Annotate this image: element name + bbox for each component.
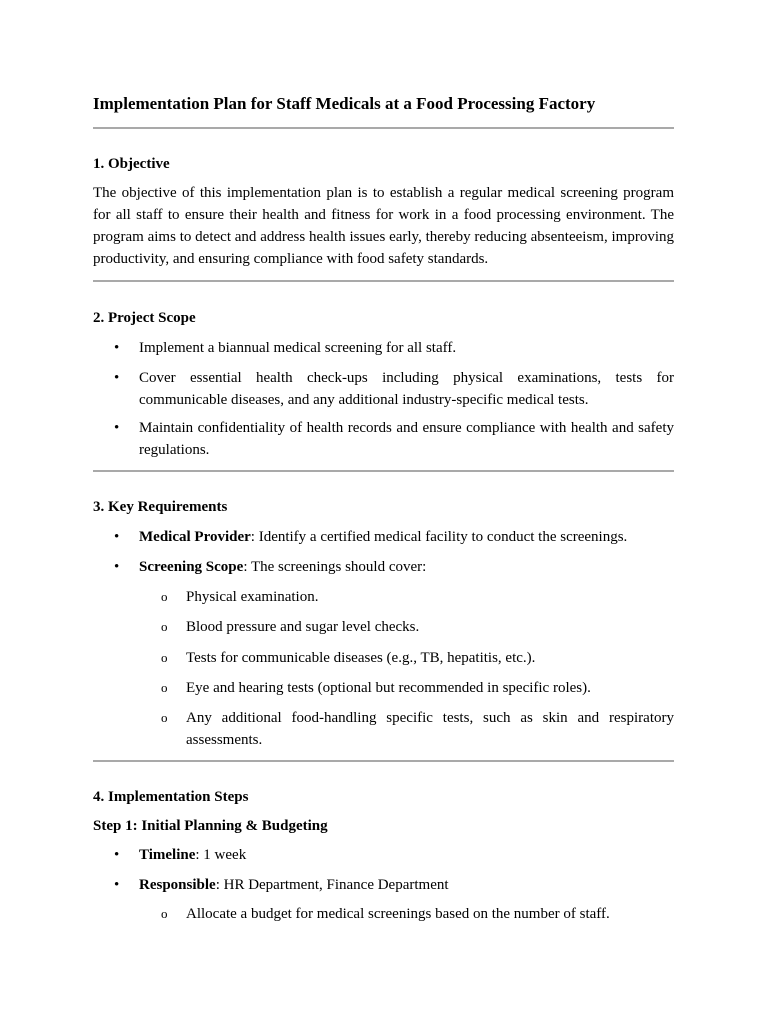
provider-label: Medical Provider	[139, 529, 251, 545]
objective-text: The objective of this implementation plan is to establish a regular medical screening program for all staff to ensure their health and fitness for work in a food processing environment. The program aims to detect and address health issues early, thereby reducing absenteeism, improving productivity, and ensuring compliance with food safety standards.	[93, 185, 674, 267]
scope-list	[93, 337, 674, 461]
list-item: • Screening Scope: The screenings should cover:	[93, 556, 674, 578]
list-item: • Responsible: HR Department, Finance Department	[93, 874, 674, 896]
sub-bullet-marker: o	[161, 680, 168, 695]
bullet-marker: •	[114, 340, 120, 356]
list-item: • Implement a biannual medical screening for all staff.	[93, 337, 674, 359]
steps-heading: 4. Implementation Steps	[93, 789, 249, 805]
list-item: • Maintain confidentiality of health records and ensure compliance with health and safety regulations.	[93, 417, 674, 461]
bullet-marker: •	[114, 529, 120, 545]
sub-list-item: o Eye and hearing tests (optional but recommended in specific roles).	[93, 677, 674, 699]
sub-bullet-marker: o	[161, 650, 168, 665]
objective-heading: 1. Objective	[93, 156, 170, 172]
step1-list	[93, 844, 674, 896]
scope-heading: 2. Project Scope	[93, 310, 196, 326]
requirements-heading: 3. Key Requirements	[93, 499, 228, 515]
screening-sub-list	[93, 586, 674, 751]
timeline-label: Timeline	[139, 847, 196, 863]
sub-bullet-marker: o	[161, 710, 168, 725]
bullet-marker: •	[114, 877, 120, 893]
list-item: • Timeline: 1 week	[93, 844, 674, 866]
sub-bullet-marker: o	[161, 589, 168, 604]
step1-sub-list	[93, 903, 674, 925]
sub-bullet-marker: o	[161, 906, 168, 921]
bullet-marker: •	[114, 420, 120, 436]
responsible-label: Responsible	[139, 877, 216, 893]
document-title: Implementation Plan for Staff Medicals at a Food Processing Factory	[93, 94, 596, 113]
bullet-marker: •	[114, 559, 120, 575]
list-item: • Medical Provider: Identify a certified medical facility to conduct the screenings.	[93, 526, 674, 548]
sub-list-item: o Tests for communicable diseases (e.g., TB, hepatitis, etc.).	[93, 647, 674, 669]
screening-scope-label: Screening Scope	[139, 559, 244, 575]
bullet-marker: •	[114, 847, 120, 863]
sub-list-item: o Any additional food-handling specific tests, such as skin and respiratory assessments.	[93, 707, 674, 751]
sub-bullet-marker: o	[161, 619, 168, 634]
document-content	[93, 93, 674, 925]
bullet-marker: •	[114, 370, 120, 386]
sub-list-item: o Physical examination.	[93, 586, 674, 608]
sub-list-item: o Blood pressure and sugar level checks.	[93, 616, 674, 638]
sub-list-item: o Allocate a budget for medical screenings based on the number of staff.	[93, 903, 674, 925]
step1-heading: Step 1: Initial Planning & Budgeting	[93, 818, 328, 834]
list-item: • Cover essential health check-ups including physical examinations, tests for communicable diseases, and any additional industry-specific medical tests.	[93, 367, 674, 411]
requirements-list	[93, 526, 674, 578]
